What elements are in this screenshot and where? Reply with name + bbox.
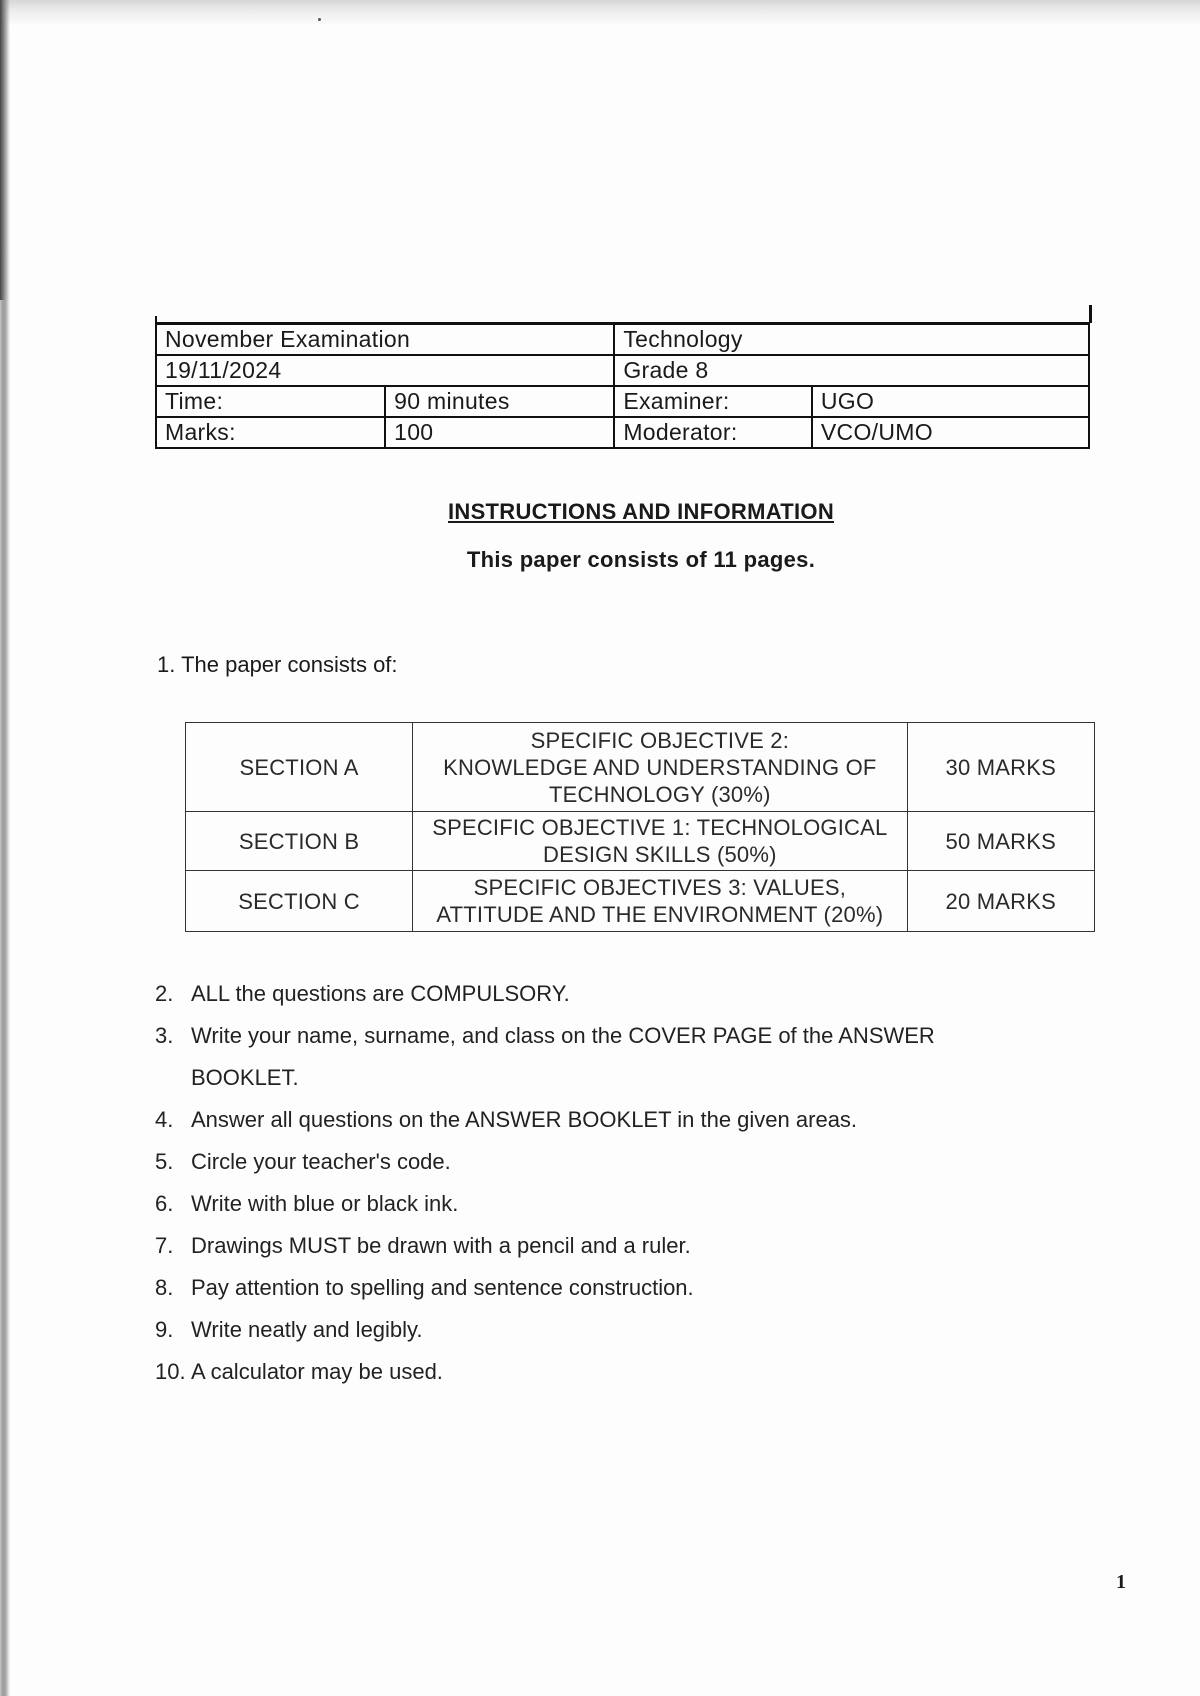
header-row <box>156 324 1089 356</box>
section-objective <box>413 871 907 932</box>
sections-table <box>185 722 1095 932</box>
section-marks: 30 MARKS <box>907 723 1094 812</box>
list-number: 3. <box>155 1023 174 1048</box>
objective-line: SPECIFIC OBJECTIVE 2: <box>530 727 790 753</box>
header-row <box>156 355 1089 386</box>
objective-line: SPECIFIC OBJECTIVES 3: VALUES, <box>473 875 847 900</box>
table-row <box>186 812 1095 871</box>
section-marks: 50 MARKS <box>907 812 1094 871</box>
list-text: Write your name, surname, and class on the COVER PAGE of the ANSWER <box>191 1023 935 1048</box>
list-item <box>155 973 1071 1015</box>
list-item <box>155 1351 1071 1393</box>
table-row <box>186 723 1095 812</box>
marks-value: 100 <box>385 417 614 448</box>
list-text: Drawings MUST be drawn with a pencil and a ruler. <box>191 1233 691 1258</box>
list-text: The paper consists of: <box>181 652 398 677</box>
moderator-value: VCO/UMO <box>812 417 1089 448</box>
list-text: BOOKLET. <box>191 1065 299 1090</box>
examiner-label: Examiner: <box>614 386 812 417</box>
moderator-label: Moderator: <box>614 417 812 448</box>
list-item <box>155 1267 1071 1309</box>
list-item-intro <box>157 652 398 678</box>
instructions-list <box>155 973 1071 1393</box>
list-text: A calculator may be used. <box>191 1359 443 1384</box>
list-item <box>155 1309 1071 1351</box>
list-number: 1. <box>157 652 176 677</box>
section-name: SECTION C <box>186 871 413 932</box>
scan-speck <box>318 18 321 21</box>
list-text: Write with blue or black ink. <box>191 1191 459 1216</box>
section-name: SECTION A <box>186 723 413 812</box>
subject: Technology <box>614 324 1089 356</box>
marks-label: Marks: <box>156 417 385 448</box>
list-number: 7. <box>155 1233 174 1258</box>
list-item <box>155 1183 1071 1225</box>
list-text: ALL the questions are COMPULSORY. <box>191 981 570 1006</box>
list-item <box>155 1099 1071 1141</box>
scan-top-edge <box>0 0 1200 26</box>
list-number: 4. <box>155 1107 174 1132</box>
list-item <box>155 1141 1071 1183</box>
pages-note: This paper consists of 11 pages. <box>466 547 816 572</box>
list-number: 6. <box>155 1191 174 1216</box>
objective-line: SPECIFIC OBJECTIVE 1: TECHNOLOGICAL <box>432 815 888 840</box>
list-text: Pay attention to spelling and sentence construction. <box>191 1275 694 1300</box>
exam-name: November Examination <box>156 324 614 356</box>
header-row <box>156 417 1089 448</box>
list-number: 2. <box>155 981 174 1006</box>
exam-date: 19/11/2024 <box>156 355 614 386</box>
time-value: 90 minutes <box>385 386 614 417</box>
table-row <box>186 871 1095 932</box>
page-number: 1 <box>1116 1571 1126 1593</box>
objective-line: KNOWLEDGE AND UNDERSTANDING OF <box>443 754 877 780</box>
objective-line: ATTITUDE AND THE ENVIRONMENT (20%) <box>436 902 884 927</box>
list-item <box>155 1225 1071 1267</box>
objective-line: TECHNOLOGY (30%) <box>549 781 771 807</box>
list-item <box>155 1015 1071 1099</box>
list-text: Answer all questions on the ANSWER BOOKLET in the given areas. <box>191 1107 858 1132</box>
grade: Grade 8 <box>614 355 1089 386</box>
list-number: 10. <box>155 1359 186 1384</box>
instructions-title: INSTRUCTIONS AND INFORMATION <box>447 499 835 524</box>
section-objective <box>413 723 907 812</box>
header-row <box>156 386 1089 417</box>
section-name: SECTION B <box>186 812 413 871</box>
table-border-tick <box>1089 305 1092 323</box>
section-marks: 20 MARKS <box>907 871 1094 932</box>
list-text: Write neatly and legibly. <box>191 1317 423 1342</box>
examiner-value: UGO <box>812 386 1089 417</box>
objective-line: DESIGN SKILLS (50%) <box>542 842 777 867</box>
list-text: Circle your teacher's code. <box>191 1149 451 1174</box>
list-number: 5. <box>155 1149 174 1174</box>
section-objective <box>413 812 907 871</box>
list-number: 9. <box>155 1317 174 1342</box>
time-label: Time: <box>156 386 385 417</box>
list-number: 8. <box>155 1275 174 1300</box>
exam-header-table <box>155 322 1090 449</box>
